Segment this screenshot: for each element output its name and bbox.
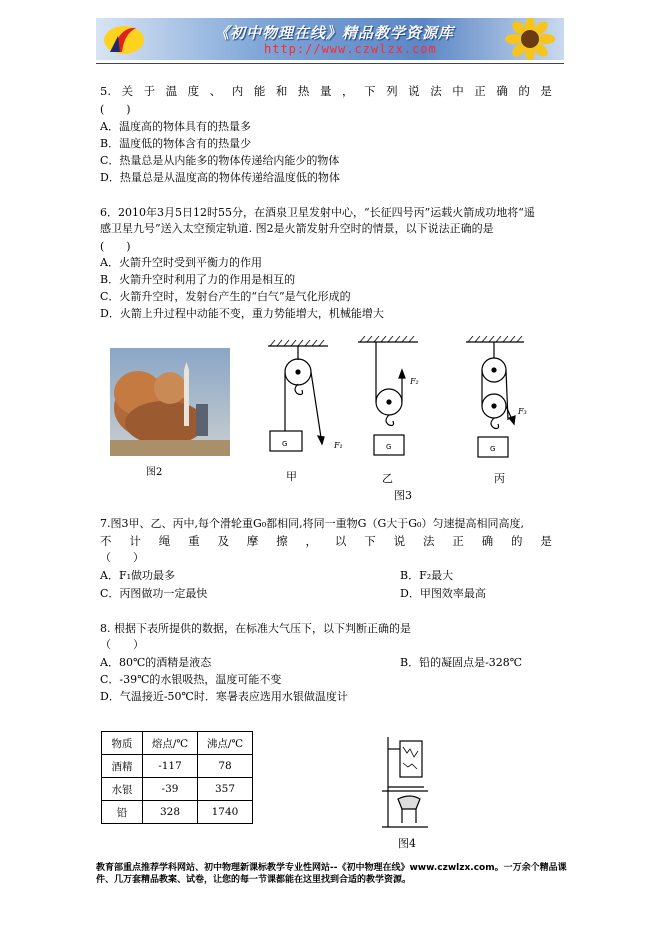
fig4-apparatus (378, 735, 434, 831)
q7-option-d: D．甲图效率最高 (400, 587, 486, 600)
pulley-yi (358, 336, 418, 455)
table-cell: 水银 (102, 778, 143, 801)
q8-option-c: C．-39℃的水银吸热，温度可能不变 (100, 673, 282, 686)
pulley-bing (466, 336, 524, 457)
q8-stem: 8. 根据下表所提供的数据，在标准大气压下，以下判断正确的是 (100, 622, 411, 635)
table-cell: -39 (143, 778, 198, 801)
table-header-row (102, 732, 253, 755)
q6-option-a: A．火箭升空时受到平衡力的作用 (100, 256, 262, 269)
fig3-caption: 图3 (394, 489, 412, 502)
table-cell: -117 (143, 755, 198, 778)
q5-stem: 5. 关 于 温 度 、 内 能 和 热 量 ， 下 列 说 法 中 正 确 的 是 (100, 84, 552, 98)
site-logo-icon (102, 22, 146, 56)
q7-option-c: C．丙图做功一定最快 (100, 587, 208, 600)
q5-answer-blank: ( ) (100, 103, 131, 116)
sunflower-icon (500, 18, 560, 60)
pulley-label-jia: 甲 (286, 470, 297, 483)
q6-option-d: D．火箭上升过程中动能不变，重力势能增大，机械能增大 (100, 307, 384, 320)
pulley-jia (268, 340, 328, 451)
weight-label-bing: G (490, 445, 496, 453)
q8-answer-blank: （ ） (100, 638, 144, 651)
table-row (102, 755, 253, 778)
table-header-cell: 沸点/℃ (198, 732, 253, 755)
q7-option-b: B．F₂最大 (400, 569, 454, 582)
q5-option-c: C．热量总是从内能多的物体传递给内能少的物体 (100, 154, 340, 167)
table-header-cell: 物质 (102, 732, 143, 755)
header-rule (96, 63, 564, 64)
q5-option-b: B．温度低的物体含有的热量少 (100, 137, 252, 150)
q7-stem-line1: 7.图3甲、乙、丙中,每个滑轮重G₀都相同,将同一重物G（G大于G₀）匀速提高相同高度, (100, 517, 524, 530)
weight-label-yi: G (386, 443, 392, 451)
force-label-f1: F₁ (334, 441, 343, 450)
force-label-f3: F₃ (518, 407, 527, 416)
q8-option-a: A．80℃的酒精是液态 (100, 656, 212, 669)
fig4-caption: 图4 (398, 837, 416, 850)
table-cell: 328 (143, 801, 198, 824)
force-label-f2: F₂ (410, 377, 419, 386)
q6-stem-line2: 感卫星九号”送入太空预定轨道. 图2是火箭发射升空时的情景，以下说法正确的是 (100, 222, 494, 235)
table-row (102, 778, 253, 801)
table-cell: 铅 (102, 801, 143, 824)
weight-label-jia: G (282, 440, 288, 448)
q7-answer-blank: （ ） (100, 551, 144, 564)
pulley-label-yi: 乙 (382, 472, 393, 485)
q5-option-d: D．热量总是从温度高的物体传递给温度低的物体 (100, 171, 340, 184)
site-title: 《初中物理在线》精品教学资源库 (214, 24, 455, 42)
table-row (102, 801, 253, 824)
q6-answer-blank: ( ) (100, 240, 131, 253)
q6-stem-line1: 6．2010年3月5日12时55分，在酒泉卫星发射中心，“长征四号丙”运载火箭成功地将“遥 (100, 206, 535, 219)
table-cell: 78 (198, 755, 253, 778)
fig2-caption: 图2 (146, 467, 163, 478)
q6-option-b: B．火箭升空时利用了力的作用是相互的 (100, 273, 296, 286)
q8-option-b: B．铅的凝固点是-328℃ (400, 656, 523, 669)
pulley-label-bing: 丙 (494, 472, 505, 485)
table-cell: 酒精 (102, 755, 143, 778)
page-footer: 教育部重点推荐学科网站、初中物理新课标教学专业性网站--《初中物理在线》www.czwlzx.com。一万余个精品课件、几万套精品教案、试卷，让您的每一节课都能在这里找到合适的教学资源。 (96, 863, 567, 885)
table-header-cell: 熔点/℃ (143, 732, 198, 755)
table-cell: 1740 (198, 801, 253, 824)
header-banner (96, 18, 564, 60)
q7-option-a: A．F₁做功最多 (100, 569, 175, 582)
q7-stem-line2: 不 计 绳 重 及 摩 擦 ， 以 下 说 法 正 确 的 是 (100, 534, 552, 548)
rocket-launch-photo (110, 348, 230, 456)
pulley-diagrams (262, 336, 532, 480)
table-cell: 357 (198, 778, 253, 801)
q8-option-d: D．气温接近-50℃时．寒暑表应选用水银做温度计 (100, 690, 348, 703)
site-url[interactable]: http://www.czwlzx.com (264, 42, 437, 56)
q5-option-a: A．温度高的物体具有的热量多 (100, 120, 251, 133)
q6-option-c: C．火箭升空时，发射台产生的“白气”是气化形成的 (100, 290, 351, 303)
melting-boiling-table (101, 731, 253, 824)
